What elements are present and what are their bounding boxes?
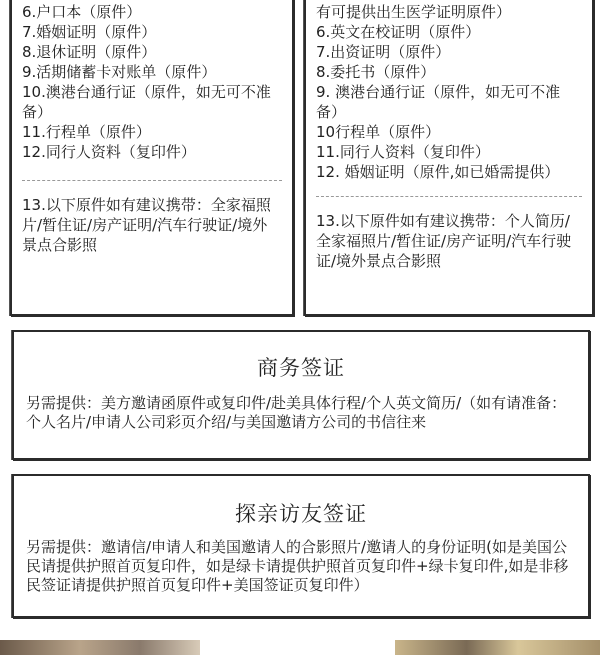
- list-item: 11.行程单（原件）: [22, 123, 151, 141]
- list-item-continued: 有可提供出生医学证明原件）: [316, 3, 512, 21]
- family-visa-title: 探亲访友签证: [235, 502, 367, 526]
- photo-strip-right: [395, 640, 600, 655]
- note-text: 13.以下原件如有建议携带：个人简历/全家福照片/暂住证/房产证明/汽车行驶证/境外景点合影照: [316, 212, 572, 270]
- list-item: 6.英文在校证明（原件）: [316, 23, 481, 41]
- family-visa-text: 另需提供：邀请信/申请人和美国邀请人的合影照片/邀请人的身份证明(如是美国公民请提供护照首页复印件，如是绿卡请提供护照首页复印件+绿卡复印件,如是非移民签证请提供护照首页复印件+美国签证页复印件）: [26, 538, 569, 594]
- right-checklist-box: [304, 0, 594, 316]
- divider: [316, 196, 582, 197]
- list-item: 7.出资证明（原件）: [316, 43, 451, 61]
- list-item: 10.澳港台通行证（原件，如无可不准备）: [22, 83, 271, 121]
- list-item: 12.同行人资料（复印件）: [22, 143, 196, 161]
- business-visa-panel: [12, 330, 590, 460]
- list-item: 9. 澳港台通行证（原件，如无可不准备）: [316, 83, 561, 121]
- list-item: 6.户口本（原件）: [22, 3, 142, 21]
- business-visa-title: 商务签证: [257, 356, 345, 380]
- photo-strip-left: [0, 640, 200, 655]
- list-item: 8.退休证明（原件）: [22, 43, 157, 61]
- list-item: 11.同行人资料（复印件）: [316, 143, 490, 161]
- list-item: 7.婚姻证明（原件）: [22, 23, 157, 41]
- list-item: 8.委托书（原件）: [316, 63, 436, 81]
- note-text: 13.以下原件如有建议携带：全家福照片/暂住证/房产证明/汽车行驶证/境外景点合影照: [22, 196, 271, 254]
- left-checklist-box: [10, 0, 294, 316]
- list-item: 10行程单（原件）: [316, 123, 441, 141]
- list-item: 9.活期储蓄卡对账单（原件）: [22, 63, 217, 81]
- family-visa-panel: [12, 474, 590, 618]
- divider: [22, 180, 282, 181]
- business-visa-text: 另需提供：美方邀请函原件或复印件/赴美具体行程/个人英文简历/（如有请准备：个人名片/申请人公司彩页介绍/与美国邀请方公司的书信往来: [26, 394, 567, 431]
- list-item: 12. 婚姻证明（原件,如已婚需提供）: [316, 163, 560, 181]
